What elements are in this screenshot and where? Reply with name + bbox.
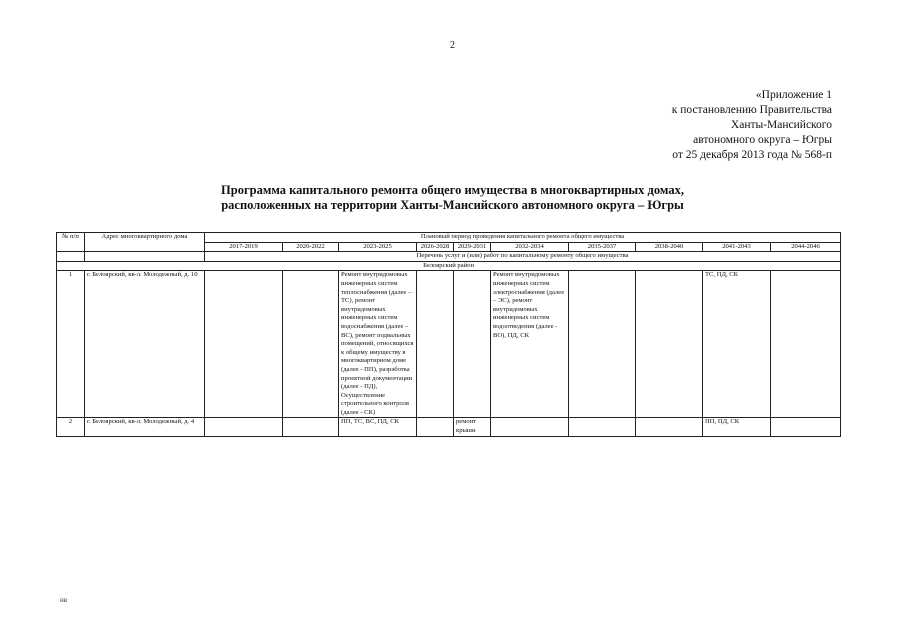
row-number: 2 [57, 418, 85, 436]
repair-program-table [56, 232, 841, 437]
appendix-header [672, 88, 832, 163]
header-row [57, 233, 841, 243]
row-cell [205, 271, 283, 418]
title-line: Программа капитального ремонта общего имущества в многоквартирных домах, [221, 183, 684, 197]
row-cell: Ремонт внутридомовых инженерных систем теплоснабжения (далее – ТС), ремонт внутридомовых инженерных систем водоснабжения (далее – ВС), ремонт подвальных помещений, относящихся к общему имуществу в многоквартирном доме (далее - ПП), разработка проектной документации (далее - ПД), Осуществление строительного контроля (далее - СК) [339, 271, 417, 418]
period-header: 2044-2046 [771, 242, 841, 252]
table-row [57, 418, 841, 436]
period-header: 2017-2019 [205, 242, 283, 252]
row-cell [636, 418, 703, 436]
row-cell [205, 418, 283, 436]
row-cell [771, 418, 841, 436]
period-header: 2035-2037 [569, 242, 636, 252]
district-row [57, 261, 841, 271]
row-cell [636, 271, 703, 418]
header-number: № п/п [57, 233, 85, 252]
row-cell [569, 418, 636, 436]
district-name: Белоярский район [57, 261, 841, 271]
period-header: 2032-2034 [491, 242, 569, 252]
period-header: 2026-2028 [417, 242, 454, 252]
appendix-line: Ханты-Мансийского [730, 119, 832, 131]
period-header: 2029-2031 [454, 242, 491, 252]
footer-note: нв [60, 596, 68, 604]
header-address: Адрес многоквартирного дома [85, 233, 205, 252]
appendix-line: к постановлению Правительства [671, 104, 832, 116]
row-cell: ремонт крыши [454, 418, 491, 436]
row-cell [417, 418, 454, 436]
row-cell [491, 418, 569, 436]
period-header: 2038-2040 [636, 242, 703, 252]
services-caption: Перечень услуг и (или) работ по капитальному ремонту общего имущества [205, 252, 841, 262]
appendix-line: «Приложение 1 [755, 89, 832, 101]
row-cell [771, 271, 841, 418]
title-line: расположенных на территории Ханты-Мансийского автономного округа – Югры [221, 198, 684, 212]
page-number: 2 [450, 40, 455, 51]
row-cell [283, 418, 339, 436]
row-cell [417, 271, 454, 418]
row-cell: Ремонт внутридомовых инженерных систем электроснабжения (далее – ЭС), ремонт внутридомовых инженерных систем водоотведения (далее - ВО), ПД, СК [491, 271, 569, 418]
appendix-line: от 25 декабря 2013 года № 568-п [672, 149, 832, 161]
row-cell [569, 271, 636, 418]
period-header: 2020-2022 [283, 242, 339, 252]
row-cell [454, 271, 491, 418]
period-header: 2023-2025 [339, 242, 417, 252]
document-title [0, 183, 905, 213]
row-address: г. Белоярский, кв-л. Молодежный, д. 4 [85, 418, 205, 436]
row-cell: ТС, ПД, СК [703, 271, 771, 418]
row-address: г. Белоярский, кв-л. Молодежный, д. 10 [85, 271, 205, 418]
appendix-line: автономного округа – Югры [693, 134, 832, 146]
period-header: 2041-2043 [703, 242, 771, 252]
row-number: 1 [57, 271, 85, 418]
table-row [57, 271, 841, 418]
row-cell: ПП, ТС, ВС, ПД, СК [339, 418, 417, 436]
row-cell [283, 271, 339, 418]
header-period: Плановый период проведения капитального ремонта общего имущества [205, 233, 841, 243]
services-caption-row [57, 252, 841, 262]
row-cell: ПП, ПД, СК [703, 418, 771, 436]
